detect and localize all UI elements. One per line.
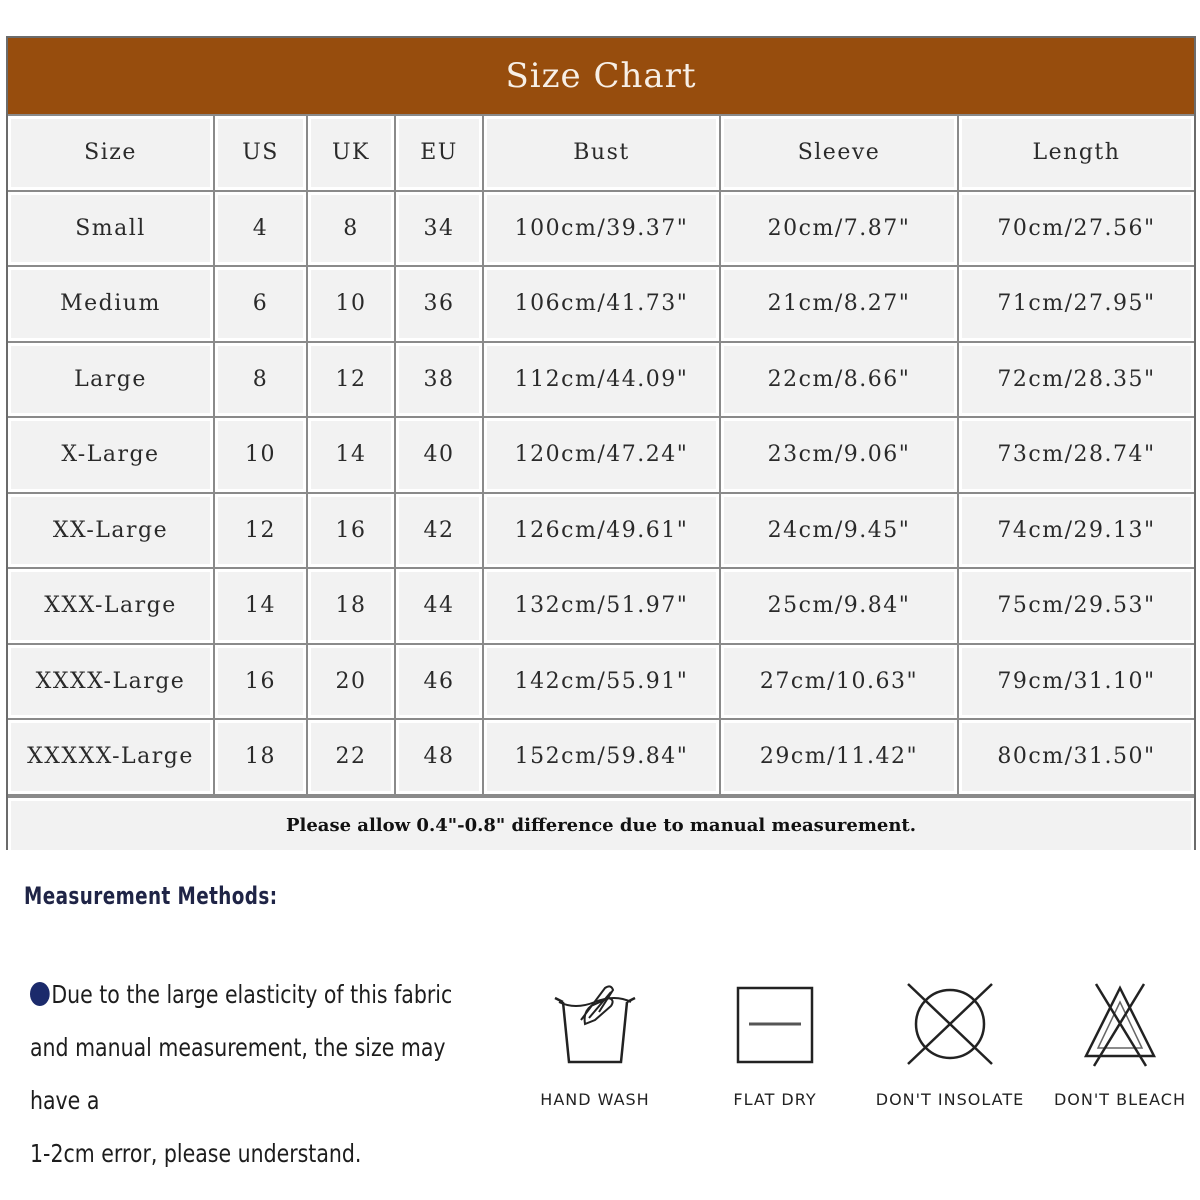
length-cell: 73cm/28.74" xyxy=(958,417,1194,493)
dont-bleach-icon xyxy=(1070,980,1170,1070)
bust-cell: 132cm/51.97" xyxy=(483,568,720,644)
us-cell: 16 xyxy=(214,644,307,720)
length-cell: 79cm/31.10" xyxy=(958,644,1194,720)
header-eu: EU xyxy=(395,115,483,191)
uk-cell: 22 xyxy=(307,719,395,795)
bust-cell: 152cm/59.84" xyxy=(483,719,720,795)
header-size: Size xyxy=(8,115,214,191)
care-dont-bleach xyxy=(1035,980,1200,1109)
sleeve-cell: 24cm/9.45" xyxy=(720,493,958,569)
bust-cell: 100cm/39.37" xyxy=(483,191,720,267)
eu-cell: 36 xyxy=(395,266,483,342)
care-label-dont-insolate: DON'T INSOLATE xyxy=(875,1090,1025,1109)
table-row xyxy=(8,266,1194,342)
method-line-1-text: Due to the large elasticity of this fabric xyxy=(51,980,453,1009)
flat-dry-icon xyxy=(725,980,825,1070)
uk-cell: 20 xyxy=(307,644,395,720)
chart-title: Size Chart xyxy=(8,38,1194,114)
eu-cell: 48 xyxy=(395,719,483,795)
bust-cell: 142cm/55.91" xyxy=(483,644,720,720)
sleeve-cell: 29cm/11.42" xyxy=(720,719,958,795)
table-row xyxy=(8,417,1194,493)
us-cell: 8 xyxy=(214,342,307,418)
size-cell: XX-Large xyxy=(8,493,214,569)
length-cell: 74cm/29.13" xyxy=(958,493,1194,569)
eu-cell: 34 xyxy=(395,191,483,267)
length-cell: 80cm/31.50" xyxy=(958,719,1194,795)
uk-cell: 10 xyxy=(307,266,395,342)
length-cell: 71cm/27.95" xyxy=(958,266,1194,342)
sleeve-cell: 23cm/9.06" xyxy=(720,417,958,493)
size-cell: Small xyxy=(8,191,214,267)
measurement-note: Please allow 0.4"-0.8" difference due to manual measurement. xyxy=(8,796,1194,853)
length-cell: 70cm/27.56" xyxy=(958,191,1194,267)
size-cell: X-Large xyxy=(8,417,214,493)
table-row xyxy=(8,719,1194,795)
header-uk: UK xyxy=(307,115,395,191)
care-label-hand-wash: HAND WASH xyxy=(540,1090,650,1109)
sleeve-cell: 21cm/8.27" xyxy=(720,266,958,342)
us-cell: 4 xyxy=(214,191,307,267)
us-cell: 14 xyxy=(214,568,307,644)
us-cell: 10 xyxy=(214,417,307,493)
method-line-2: and manual measurement, the size may have a xyxy=(30,1033,446,1115)
size-chart xyxy=(6,36,1196,850)
table-row xyxy=(8,342,1194,418)
bust-cell: 112cm/44.09" xyxy=(483,342,720,418)
bust-cell: 120cm/47.24" xyxy=(483,417,720,493)
header-row xyxy=(8,115,1194,191)
sleeve-cell: 27cm/10.63" xyxy=(720,644,958,720)
us-cell: 12 xyxy=(214,493,307,569)
size-cell: XXXXX-Large xyxy=(8,719,214,795)
eu-cell: 44 xyxy=(395,568,483,644)
methods-heading: Measurement Methods: xyxy=(24,882,278,910)
eu-cell: 40 xyxy=(395,417,483,493)
header-sleeve: Sleeve xyxy=(720,115,958,191)
uk-cell: 12 xyxy=(307,342,395,418)
method-line-1 xyxy=(30,968,489,1021)
table-row xyxy=(8,493,1194,569)
us-cell: 6 xyxy=(214,266,307,342)
table-row xyxy=(8,644,1194,720)
care-dont-insolate xyxy=(865,980,1035,1109)
size-cell: XXX-Large xyxy=(8,568,214,644)
eu-cell: 42 xyxy=(395,493,483,569)
bullet-icon xyxy=(30,982,50,1006)
table-row xyxy=(8,568,1194,644)
length-cell: 72cm/28.35" xyxy=(958,342,1194,418)
eu-cell: 46 xyxy=(395,644,483,720)
sleeve-cell: 22cm/8.66" xyxy=(720,342,958,418)
sleeve-cell: 20cm/7.87" xyxy=(720,191,958,267)
eu-cell: 38 xyxy=(395,342,483,418)
size-table xyxy=(8,114,1194,796)
care-hand-wash xyxy=(510,980,680,1109)
uk-cell: 16 xyxy=(307,493,395,569)
table-row xyxy=(8,191,1194,267)
bust-cell: 106cm/41.73" xyxy=(483,266,720,342)
hand-wash-icon xyxy=(545,980,645,1070)
uk-cell: 8 xyxy=(307,191,395,267)
method-line-3: 1-2cm error, please understand. xyxy=(30,1139,362,1168)
care-label-dont-bleach: DON'T BLEACH xyxy=(1053,1090,1186,1109)
header-bust: Bust xyxy=(483,115,720,191)
length-cell: 75cm/29.53" xyxy=(958,568,1194,644)
uk-cell: 18 xyxy=(307,568,395,644)
care-label-flat-dry: FLAT DRY xyxy=(733,1090,817,1109)
us-cell: 18 xyxy=(214,719,307,795)
sleeve-cell: 25cm/9.84" xyxy=(720,568,958,644)
care-flat-dry xyxy=(690,980,860,1109)
header-us: US xyxy=(214,115,307,191)
uk-cell: 14 xyxy=(307,417,395,493)
bust-cell: 126cm/49.61" xyxy=(483,493,720,569)
header-length: Length xyxy=(958,115,1194,191)
size-cell: XXXX-Large xyxy=(8,644,214,720)
size-cell: Medium xyxy=(8,266,214,342)
size-cell: Large xyxy=(8,342,214,418)
method-description xyxy=(30,968,489,1180)
dont-insolate-icon xyxy=(900,980,1000,1070)
